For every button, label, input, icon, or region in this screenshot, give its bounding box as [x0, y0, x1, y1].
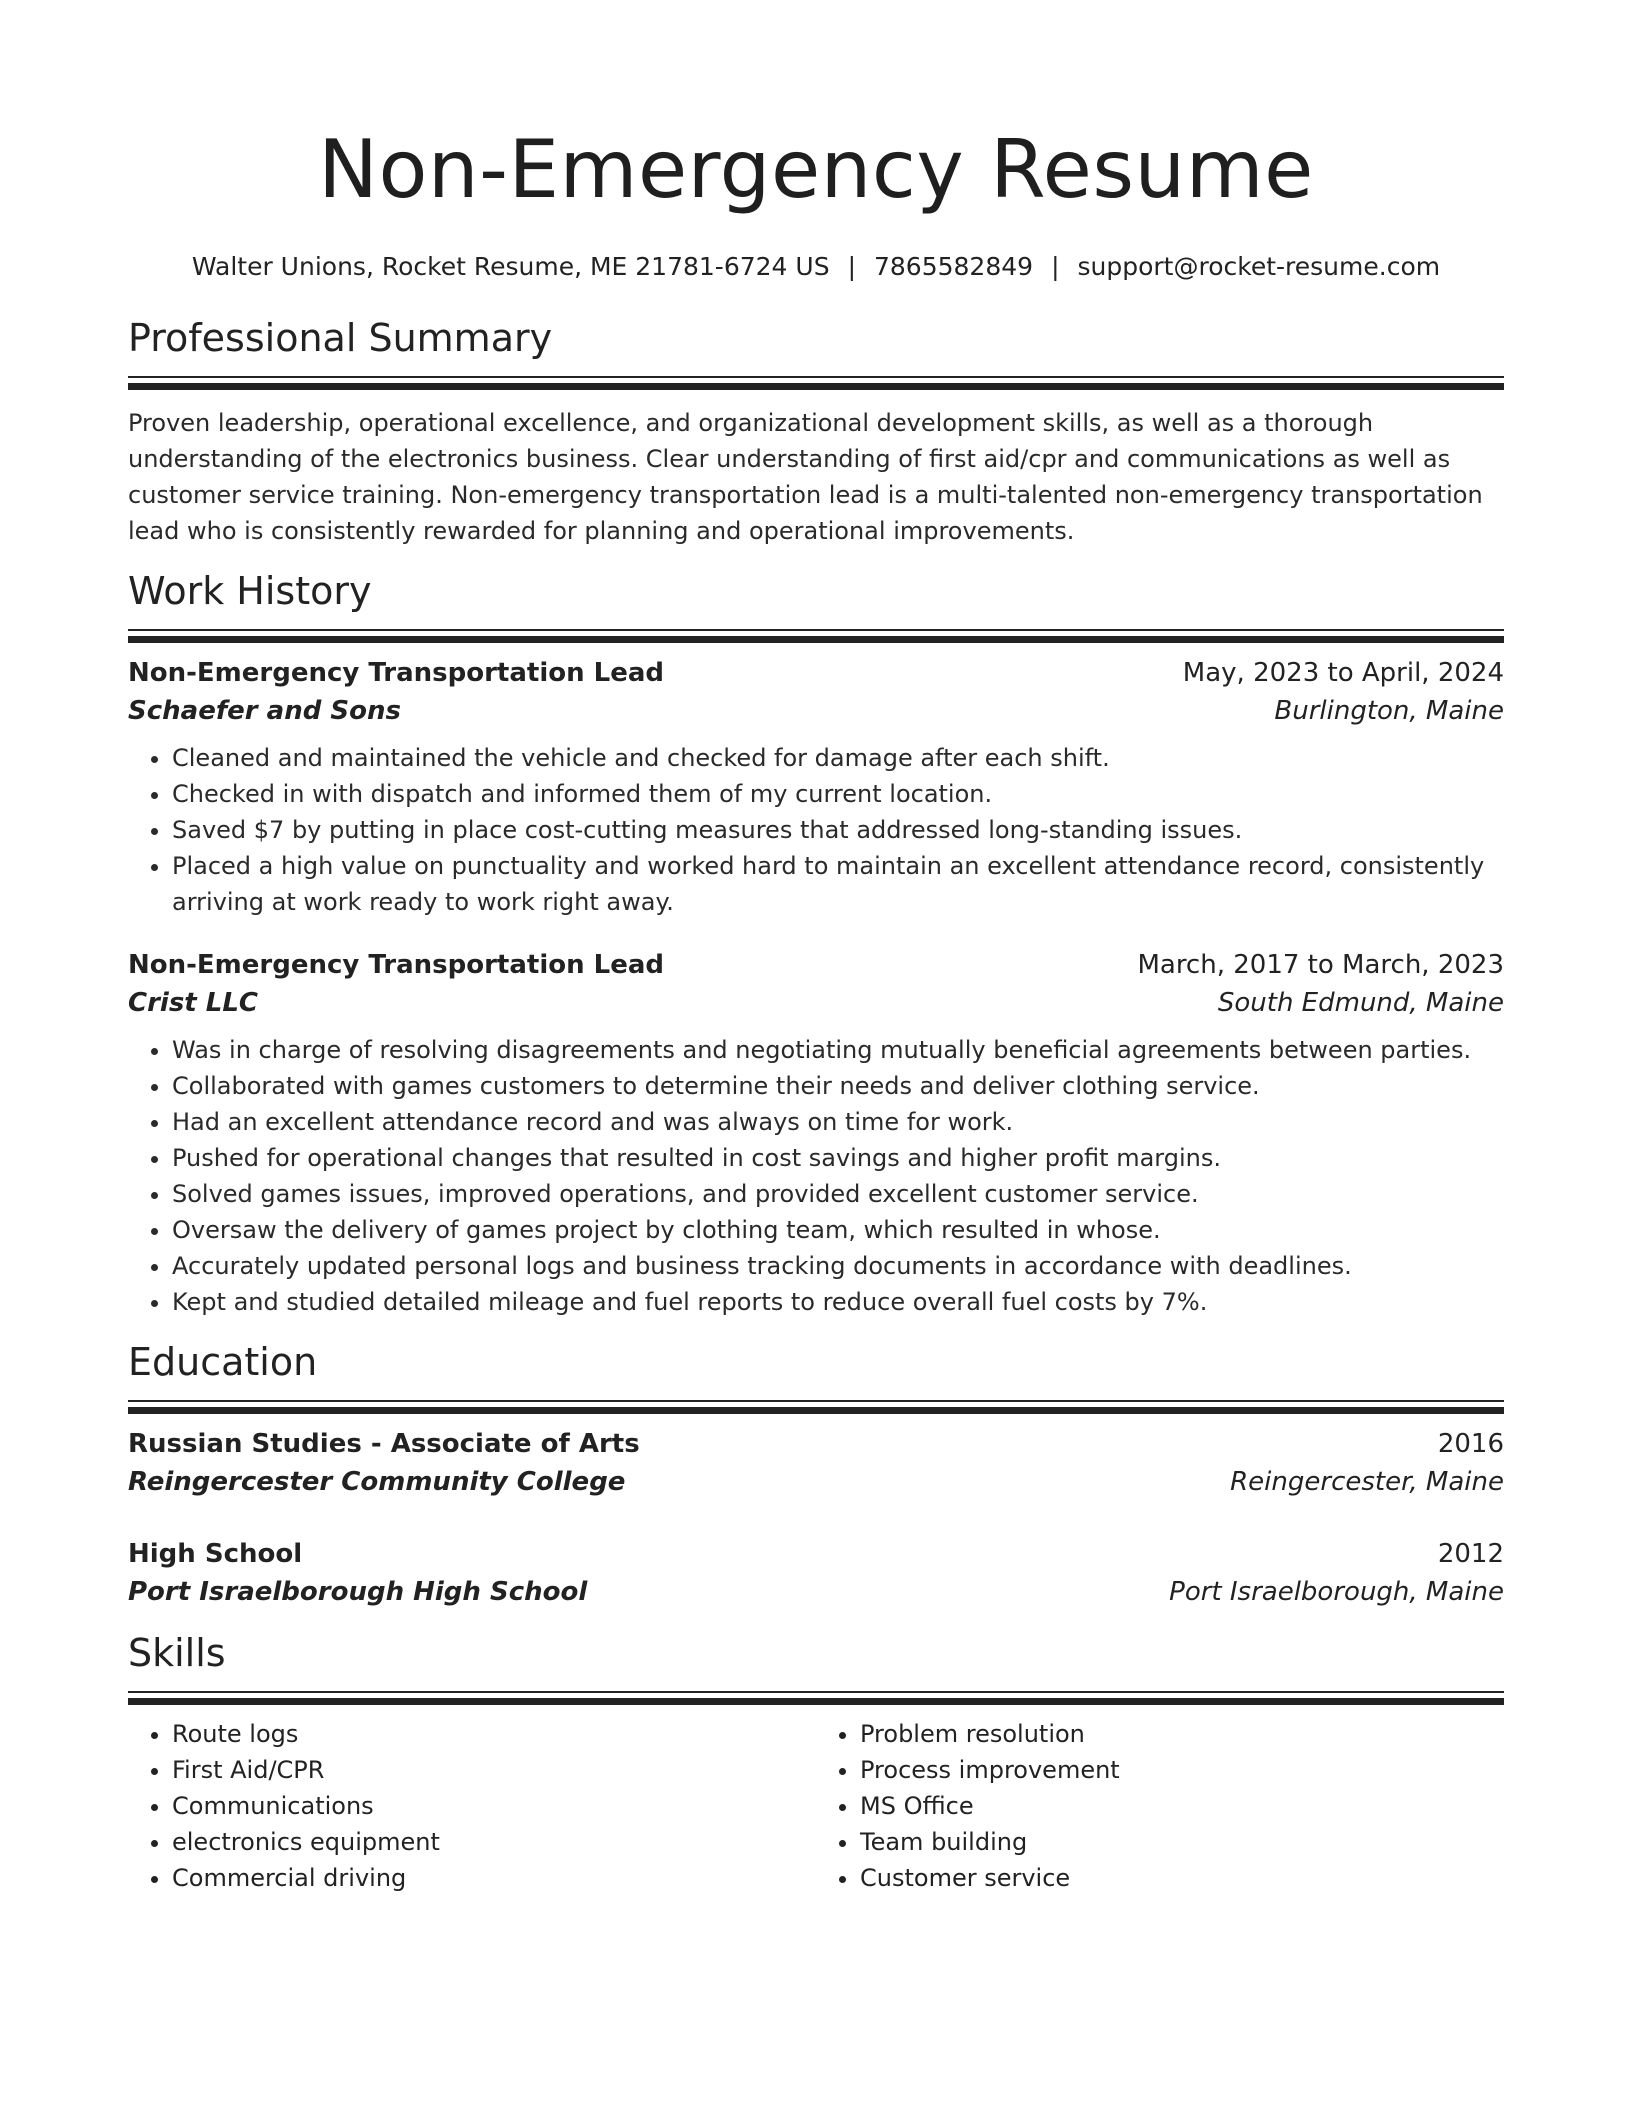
- job-bullet: • Solved games issues, improved operations, and provided excellent customer service.: [172, 1176, 1504, 1212]
- education-entry: [128, 1425, 1504, 1501]
- skills-columns: [128, 1716, 1504, 1896]
- summary-heading: Professional Summary: [128, 316, 553, 360]
- education-year: 2016: [1437, 1429, 1504, 1459]
- job-bullet: • Cleaned and maintained the vehicle and checked for damage after each shift.: [172, 740, 1504, 776]
- contact-phone: 7865582849: [874, 252, 1034, 281]
- job-company: Schaefer and Sons: [128, 696, 401, 726]
- job-bullet: • Pushed for operational changes that resulted in cost savings and higher profit margins.: [172, 1140, 1504, 1176]
- skills-list-right: [816, 1716, 1504, 1896]
- job-dates: March, 2017 to March, 2023: [1137, 950, 1504, 980]
- job-dates: May, 2023 to April, 2024: [1182, 658, 1504, 688]
- section-divider: [128, 629, 1504, 644]
- contact-separator: |: [847, 252, 856, 281]
- education-subheader: [128, 1573, 1504, 1611]
- job-header: [128, 946, 1504, 984]
- skills-heading: Skills: [128, 1631, 226, 1675]
- skill-item: • Customer service: [860, 1860, 1504, 1896]
- education-school: Port Israelborough High School: [128, 1577, 588, 1607]
- job-bullet: • Placed a high value on punctuality and worked hard to maintain an excellent attendance record, consistently arriving at work ready to work right away.: [172, 848, 1504, 920]
- resume-title: Non-Emergency Resume: [318, 123, 1314, 216]
- skills-list-left: [128, 1716, 816, 1896]
- job-bullets: [128, 1032, 1504, 1320]
- job-location: Burlington, Maine: [1274, 696, 1504, 726]
- section-divider: [128, 376, 1504, 391]
- education-degree: Russian Studies - Associate of Arts: [128, 1429, 640, 1459]
- job-bullet: • Was in charge of resolving disagreements and negotiating mutually beneficial agreements between parties.: [172, 1032, 1504, 1068]
- skill-item: • MS Office: [860, 1788, 1504, 1824]
- job-bullet: • Collaborated with games customers to determine their needs and deliver clothing service.: [172, 1068, 1504, 1104]
- contact-address: Walter Unions, Rocket Resume, ME 21781-6724 US: [191, 252, 830, 281]
- contact-email: support@rocket-resume.com: [1077, 252, 1441, 281]
- work-history-heading: Work History: [128, 569, 372, 613]
- job-company: Crist LLC: [128, 988, 258, 1018]
- skill-item: • Communications: [172, 1788, 816, 1824]
- job-entry: [128, 654, 1504, 920]
- education-header: [128, 1535, 1504, 1573]
- skill-item: • electronics equipment: [172, 1824, 816, 1860]
- education-section: [128, 1338, 1504, 1611]
- job-bullet: • Kept and studied detailed mileage and fuel reports to reduce overall fuel costs by 7%.: [172, 1284, 1504, 1320]
- education-entry: [128, 1535, 1504, 1611]
- section-divider: [128, 1691, 1504, 1706]
- job-bullet: • Oversaw the delivery of games project by clothing team, which resulted in whose.: [172, 1212, 1504, 1248]
- job-subheader: [128, 692, 1504, 730]
- job-header: [128, 654, 1504, 692]
- education-school: Reingercester Community College: [128, 1467, 626, 1497]
- education-year: 2012: [1437, 1539, 1504, 1569]
- education-header: [128, 1425, 1504, 1463]
- job-bullet: • Saved $7 by putting in place cost-cutting measures that addressed long-standing issues.: [172, 812, 1504, 848]
- summary-section: [128, 314, 1504, 549]
- education-location: Reingercester, Maine: [1230, 1467, 1504, 1497]
- section-divider: [128, 1400, 1504, 1415]
- skill-item: • Team building: [860, 1824, 1504, 1860]
- job-location: South Edmund, Maine: [1217, 988, 1504, 1018]
- skill-item: • First Aid/CPR: [172, 1752, 816, 1788]
- skill-item: • Problem resolution: [860, 1716, 1504, 1752]
- job-title: Non-Emergency Transportation Lead: [128, 658, 665, 688]
- contact-separator: |: [1051, 252, 1060, 281]
- skills-section: [128, 1629, 1504, 1896]
- skill-item: • Route logs: [172, 1716, 816, 1752]
- education-heading: Education: [128, 1340, 318, 1384]
- job-entry: [128, 946, 1504, 1320]
- job-title: Non-Emergency Transportation Lead: [128, 950, 665, 980]
- job-bullet: • Accurately updated personal logs and business tracking documents in accordance with deadlines.: [172, 1248, 1504, 1284]
- work-history-section: [128, 567, 1504, 1320]
- education-location: Port Israelborough, Maine: [1169, 1577, 1504, 1607]
- job-bullet: • Checked in with dispatch and informed them of my current location.: [172, 776, 1504, 812]
- job-subheader: [128, 984, 1504, 1022]
- job-bullets: [128, 740, 1504, 920]
- skill-item: • Process improvement: [860, 1752, 1504, 1788]
- job-bullet: • Had an excellent attendance record and was always on time for work.: [172, 1104, 1504, 1140]
- skill-item: • Commercial driving: [172, 1860, 816, 1896]
- education-degree: High School: [128, 1539, 303, 1569]
- education-subheader: [128, 1463, 1504, 1501]
- summary-text: Proven leadership, operational excellence, and organizational development skills, as well as a thorough understanding of the electronics business. Clear understanding of first aid/cpr and communications as well as customer service training. Non-emergency transportation lead is a multi-talented non-emergency transportation lead who is consistently rewarded for planning and operational improvements.: [128, 409, 1483, 545]
- contact-line: [128, 250, 1504, 284]
